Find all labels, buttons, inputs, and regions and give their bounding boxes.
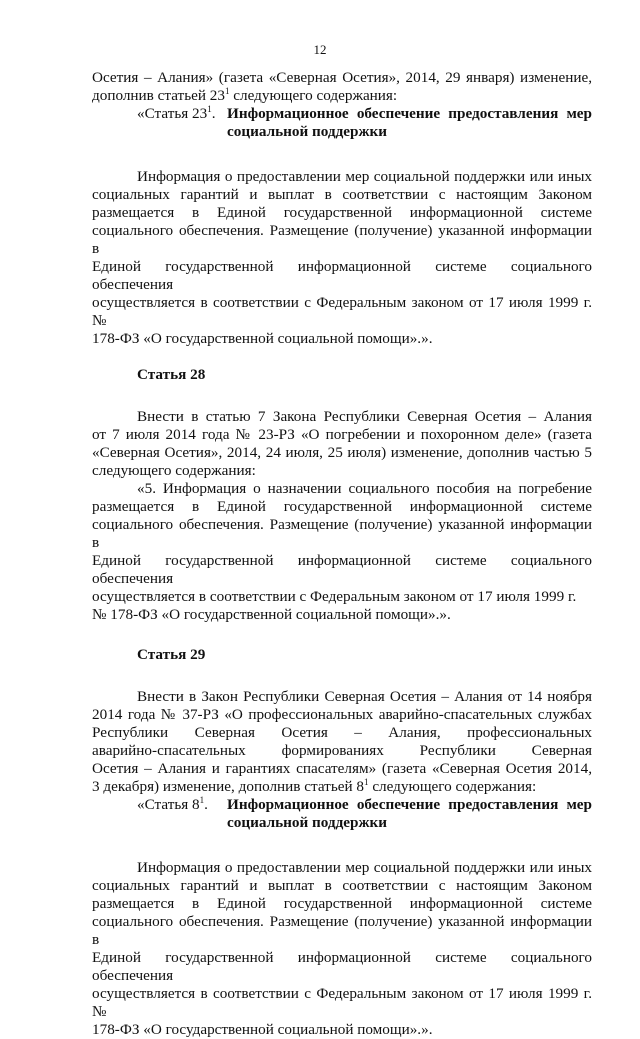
text-line: Осетия – Алания и гарантиях спасателям» (газета «Северная Осетия 2014, [92,760,592,777]
text-line: социальных гарантий и выплат в соответствии с настоящим Законом [92,877,592,894]
text-line: осуществляется в соответствии с Федеральным законом от 17 июля 1999 г. № [92,985,592,1020]
text-line [92,778,592,796]
text-line: 3 декабря) изменение, дополнив статьей 8 [92,778,365,795]
text-line: Единой государственной информационной системе социального обеспечения [92,949,592,984]
article-title [227,796,592,832]
page-number: 12 [313,42,327,57]
text-line: Информация о предоставлении мер социальной поддержки или иных [137,859,592,876]
text-line: Внести в Закон Республики Северная Осетия – Алания от 14 ноября [137,688,592,705]
text-line: осуществляется в соответствии с Федеральным законом от 17 июля 1999 г. [92,588,577,605]
title-line: социальной поддержки [227,814,387,831]
text-line: осуществляется в соответствии с Федеральным законом от 17 июля 1999 г. № [92,294,592,329]
title-line: Информационное обеспечение предоставления мер [227,796,592,813]
title-line: социальной поддержки [227,123,387,140]
text-line: следующего содержания: [92,462,256,479]
text-line: № 178-ФЗ «О государственной социальной помощи».». [92,606,451,623]
text-line: Внести в статью 7 Закона Республики Северная Осетия – Алания [137,408,592,425]
title-line: Информационное обеспечение предоставления мер [227,105,592,122]
text-line: Осетия – Алания» (газета «Северная Осетия», 2014, 29 января) изменение, [92,69,592,86]
text-line: 2014 года № 37-РЗ «О профессиональных аварийно-спасательных службах [92,706,592,723]
text-line: Информация о предоставлении мер социальной поддержки или иных [137,168,592,185]
article-title [227,105,592,141]
paragraph [92,859,592,1039]
paragraph [92,688,592,796]
text-line [92,87,592,105]
article-number: «Статья $23^1$. [137,104,216,122]
text-line: социального обеспечения. Размещение (получение) указанной информации в [92,516,592,551]
text-line: социального обеспечения. Размещение (получение) указанной информации в [92,913,592,948]
text-line: размещается в Единой государственной информационной системе [92,498,592,515]
text-line: Единой государственной информационной системе социального обеспечения [92,552,592,587]
article-29-heading: Статья 29 [137,646,206,663]
text-line: от 7 июля 2014 года № 23-РЗ «О погребении и похоронном деле» (газета [92,426,592,443]
paragraph [92,168,592,348]
text-line: следующего содержания: [368,778,537,795]
paragraph [92,408,592,480]
article-8-1-header [92,796,592,832]
text-line: Республики Северная Осетия – Алания, профессиональных [92,724,592,741]
text-line: следующего содержания: [229,87,398,104]
article-23-1-header [92,105,592,141]
text-line: размещается в Единой государственной информационной системе [92,895,592,912]
article-28-heading: Статья 28 [137,366,206,383]
text-line: Единой государственной информационной системе социального обеспечения [92,258,592,293]
superscript: 1 [364,777,369,787]
text-line: 178-ФЗ «О государственной социальной помощи».». [92,330,433,347]
paragraph [92,480,592,624]
text-line: аварийно-спасательных формированиях Республики Северная [92,742,592,759]
superscript: 1 [224,86,230,96]
text-line: социального обеспечения. Размещение (получение) указанной информации в [92,222,592,257]
text-line: размещается в Единой государственной информационной системе [92,204,592,221]
text-line: дополнив статьей 23 [92,87,225,104]
text-line: социальных гарантий и выплат в соответствии с настоящим Законом [92,186,592,203]
text-line: 178-ФЗ «О государственной социальной помощи».». [92,1021,433,1038]
text-line: «Северная Осетия», 2014, 24 июля, 25 июля) изменение, дополнив частью 5 [92,444,592,461]
document-body [92,69,592,1039]
text-line: «5. Информация о назначении социального пособия на погребение [137,480,592,497]
article-number: «Статья $8^1$. [137,795,208,813]
